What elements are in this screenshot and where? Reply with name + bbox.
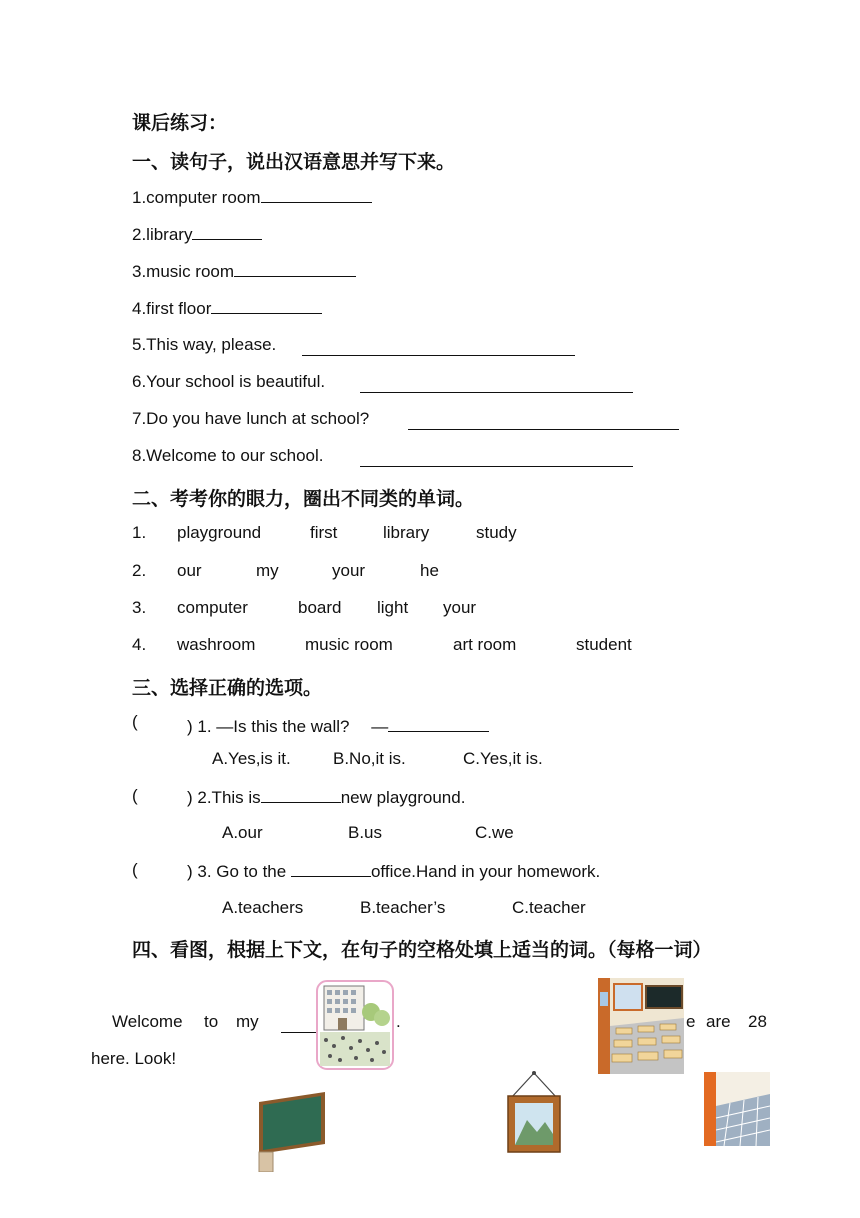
s3-q2-option-c: C.we [475, 823, 514, 842]
s3-q1-option-c: C.Yes,it is. [463, 749, 543, 768]
s2-row-1-word-1: playground [177, 523, 262, 542]
section3-title: 三、选择正确的选项。 [132, 677, 323, 699]
s2-row-1-word-4: study [476, 523, 517, 542]
exercise-heading: 课后练习： [132, 112, 228, 134]
s2-row-1-word-2: first [310, 523, 338, 542]
s4-tail-28: 28 [748, 1012, 767, 1031]
painting-picture [505, 1070, 563, 1156]
floor-picture [704, 1072, 770, 1146]
s3-q3-option-b: B.teacher’s [360, 898, 446, 917]
s4-dot: . [396, 1012, 401, 1031]
s3-q2-stem: ) 2.This is new playground. [187, 788, 466, 807]
s3-q3-option-c: C.teacher [512, 898, 586, 917]
s2-row-4-word-4: student [576, 635, 632, 654]
s1-item-4: 4.first floor [132, 297, 322, 319]
blackboard-picture [253, 1088, 331, 1172]
s3-q1-stem: ) 1. —Is this the wall? — [187, 712, 489, 737]
s1-item-3: 3.music room [132, 260, 356, 282]
s3-q1-option-b: B.No,it is. [333, 749, 406, 768]
s2-row-3-word-3: light [377, 598, 409, 617]
s4-blank-1 [281, 1016, 317, 1033]
s2-row-3-word-4: your [443, 598, 477, 617]
s2-row-3-num: 3. [132, 598, 147, 617]
s2-row-4-word-1: washroom [177, 635, 256, 654]
s4-line2: here. Look! [91, 1049, 177, 1068]
s3-q3-paren: ( [132, 860, 138, 879]
s2-row-2-word-4: he [420, 561, 439, 580]
s2-row-3-word-1: computer [177, 598, 248, 617]
s2-row-4-word-3: art room [453, 635, 517, 654]
school-building-picture [316, 980, 394, 1070]
s1-item-7: 7.Do you have lunch at school? [132, 409, 370, 428]
s2-row-2-word-2: my [256, 561, 279, 580]
s1-blank-7 [408, 413, 679, 430]
s4-word-my: my [236, 1012, 259, 1031]
s1-item-6: 6.Your school is beautiful. [132, 372, 326, 391]
s1-blank-6 [360, 376, 633, 393]
s1-item-1: 1.computer room [132, 186, 372, 208]
s1-blank-8 [360, 450, 633, 467]
s2-row-2-num: 2. [132, 561, 147, 580]
s3-q1-paren: ( [132, 712, 138, 731]
s4-word-welcome: Welcome [112, 1012, 183, 1031]
s2-row-2-word-3: your [332, 561, 366, 580]
s2-row-4-num: 4. [132, 635, 147, 654]
s1-item-8: 8.Welcome to our school. [132, 446, 324, 465]
s4-word-to: to [204, 1012, 219, 1031]
s2-row-3-word-2: board [298, 598, 342, 617]
section1-title: 一、读句子，说出汉语意思并写下来。 [132, 151, 456, 173]
s3-q2-option-b: B.us [348, 823, 383, 842]
s1-item-2: 2.library [132, 223, 262, 245]
s4-tail-are: are [706, 1012, 731, 1031]
s3-q2-paren: ( [132, 786, 138, 805]
section4-title: 四、看图，根据上下文，在句子的空格处填上适当的词。（每格一词） [132, 939, 712, 961]
s2-row-4-word-2: music room [305, 635, 393, 654]
s2-row-1-num: 1. [132, 523, 147, 542]
classroom-picture [598, 978, 684, 1074]
s4-tail-e: e [686, 1012, 696, 1031]
s1-blank-5 [302, 339, 575, 356]
section2-title: 二、考考你的眼力，圈出不同类的单词。 [132, 488, 475, 510]
s3-q3-stem: ) 3. Go to the office.Hand in your homework. [187, 862, 601, 881]
s2-row-2-word-1: our [177, 561, 202, 580]
s2-row-1-word-3: library [383, 523, 430, 542]
s3-q2-option-a: A.our [222, 823, 263, 842]
s3-q3-option-a: A.teachers [222, 898, 304, 917]
s3-q1-option-a: A.Yes,is it. [212, 749, 291, 768]
s1-item-5: 5.This way, please. [132, 335, 277, 354]
